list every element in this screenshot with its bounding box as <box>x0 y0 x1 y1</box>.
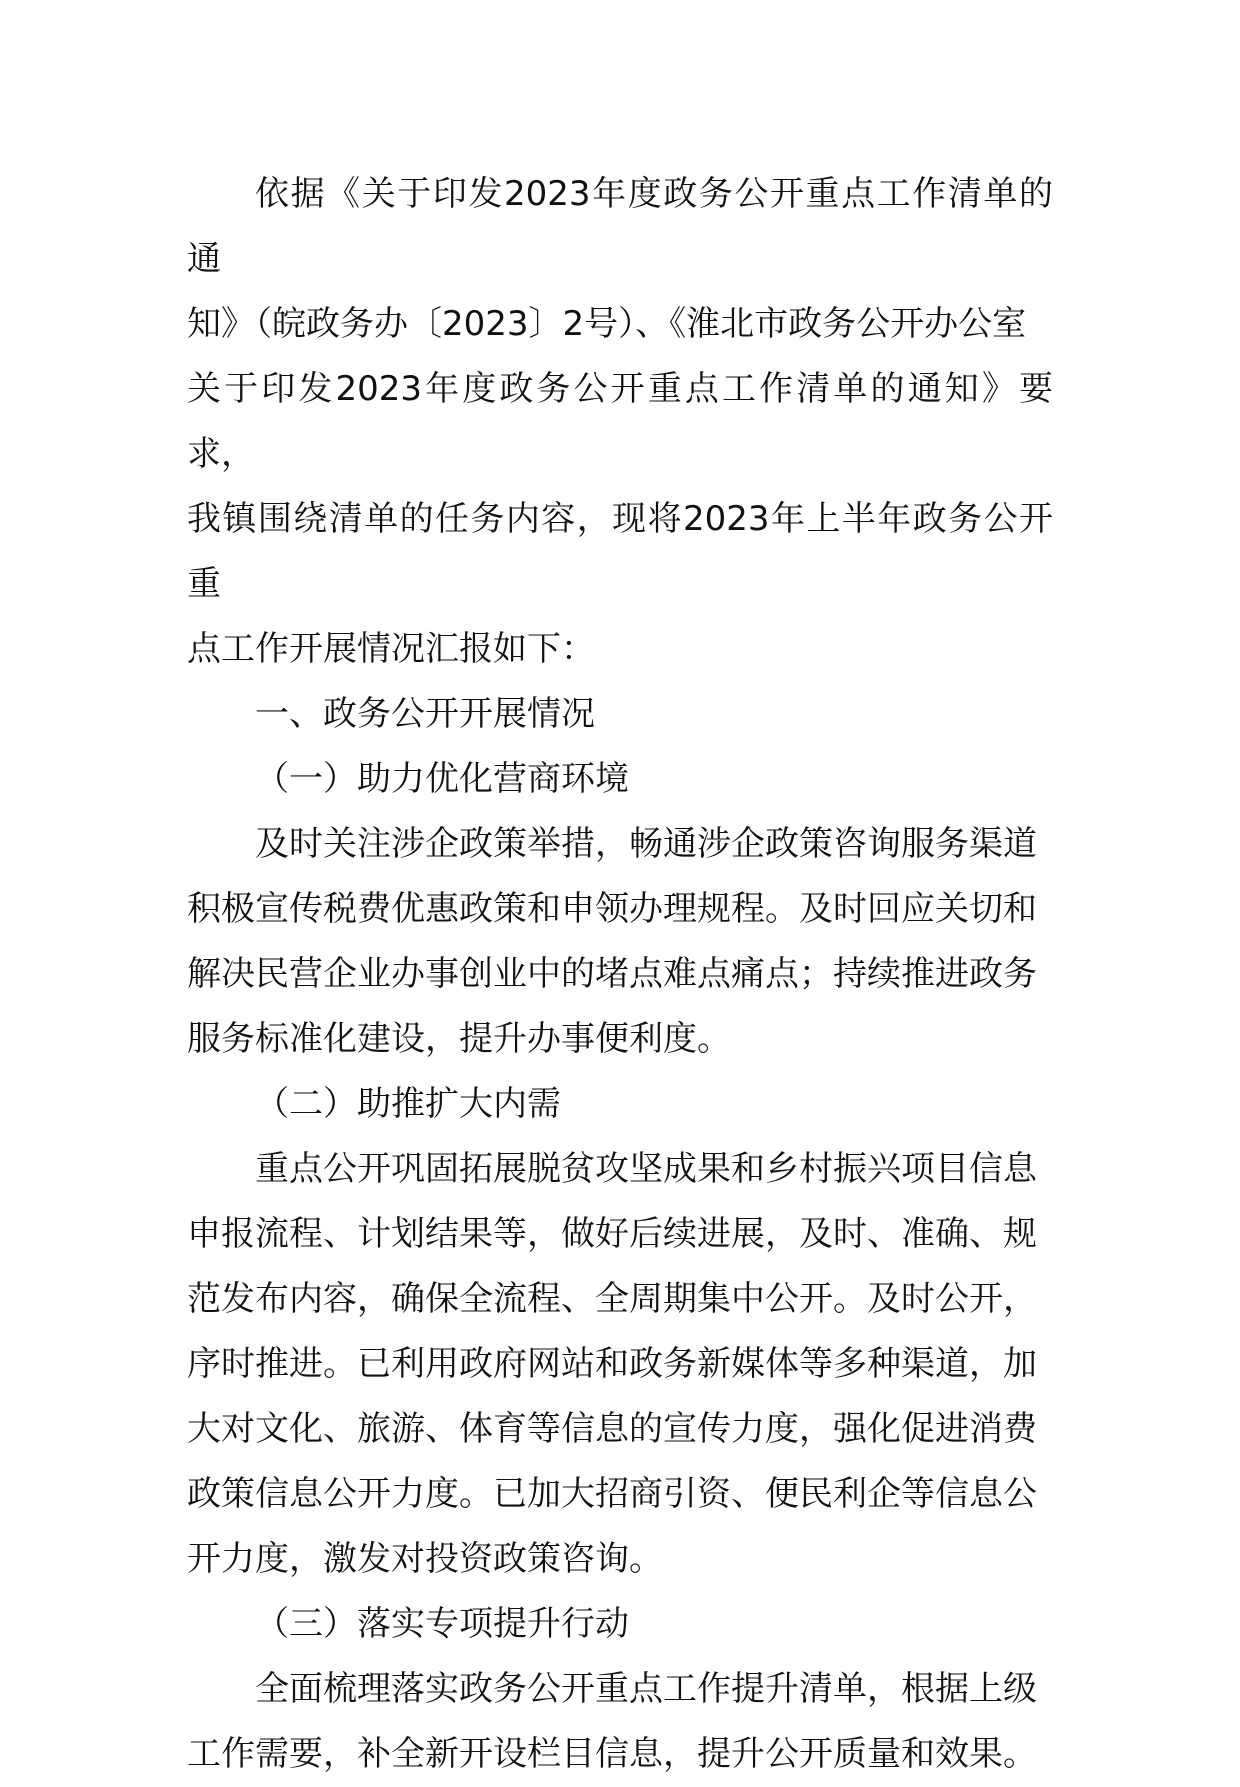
subsection-heading-1: （一）助力优化营商环境 <box>255 759 629 799</box>
intro-paragraph <box>187 162 1053 682</box>
subsection-heading-2: （二）助推扩大内需 <box>255 1084 561 1124</box>
domestic-demand-paragraph <box>187 1137 1053 1592</box>
text-line: 大对文化、旅游、体育等信息的宣传力度，强化促进消费 <box>187 1409 1037 1449</box>
text-line: 全面梳理落实政务公开重点工作提升清单，根据上级 <box>255 1669 1037 1709</box>
text-line: 点工作开展情况汇报如下： <box>187 629 595 669</box>
text-line: 序时推进。已利用政府网站和政务新媒体等多种渠道，加 <box>187 1344 1037 1384</box>
special-action-paragraph <box>187 1657 1053 1787</box>
text-line: 申报流程、计划结果等，做好后续进展，及时、准确、规 <box>187 1214 1037 1254</box>
section-heading-1: 一、政务公开开展情况 <box>255 694 595 734</box>
text-line: 开力度，激发对投资政策咨询。 <box>187 1539 663 1579</box>
business-environment-paragraph <box>187 812 1053 1072</box>
subsection-heading-3: （三）落实专项提升行动 <box>255 1604 629 1644</box>
text-line: 范发布内容，确保全流程、全周期集中公开。及时公开， <box>187 1279 1037 1319</box>
text-line: 依据《关于印发2023年度政务公开重点工作清单的通 <box>187 174 1053 279</box>
text-line: 重点公开巩固拓展脱贫攻坚成果和乡村振兴项目信息 <box>255 1149 1037 1189</box>
text-line: 服务标准化建设，提升办事便利度。 <box>187 1019 731 1059</box>
text-line: 及时关注涉企政策举措，畅通涉企政策咨询服务渠道 <box>255 824 1037 864</box>
text-line: 解决民营企业办事创业中的堵点难点痛点；持续推进政务 <box>187 954 1037 994</box>
text-line: 积极宣传税费优惠政策和申领办理规程。及时回应关切和 <box>187 889 1037 929</box>
text-line: 我镇围绕清单的任务内容，现将2023年上半年政务公开重 <box>187 499 1053 604</box>
text-line: 工作需要，补全新开设栏目信息，提升公开质量和效果。 <box>187 1734 1037 1774</box>
text-line: 关于印发2023年度政务公开重点工作清单的通知》要求， <box>187 369 1053 474</box>
text-line: 知》（皖政务办〔2023〕2号）、《淮北市政务公开办公室 <box>187 304 1027 344</box>
text-line: 政策信息公开力度。已加大招商引资、便民利企等信息公 <box>187 1474 1037 1514</box>
document-page <box>187 162 1053 1787</box>
